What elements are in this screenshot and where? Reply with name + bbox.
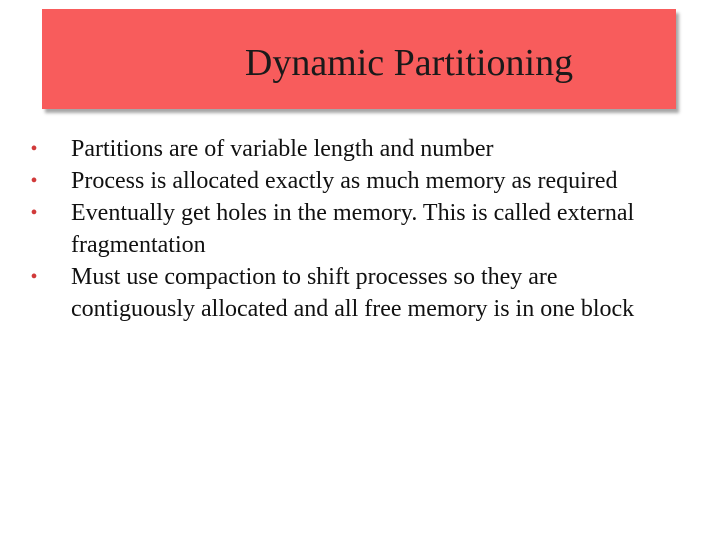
bullet-item bbox=[24, 165, 684, 197]
bullet-text: Eventually get holes in the memory. This is called external fragmentation bbox=[71, 200, 635, 258]
bullet-text: Must use compaction to shift processes so they are contiguously allocated and all free memory is in one block bbox=[71, 264, 635, 322]
title-banner bbox=[42, 9, 676, 109]
bullet-item bbox=[24, 261, 684, 325]
bullet-item bbox=[24, 133, 684, 165]
bullet-item bbox=[24, 197, 684, 261]
bullet-icon: • bbox=[30, 202, 38, 224]
bullet-icon: • bbox=[30, 170, 38, 192]
bullet-icon: • bbox=[30, 266, 38, 288]
bullet-list bbox=[24, 133, 684, 325]
bullet-icon: • bbox=[30, 138, 38, 160]
bullet-text: Partitions are of variable length and number bbox=[71, 136, 494, 162]
bullet-text: Process is allocated exactly as much memory as required bbox=[71, 168, 618, 194]
slide-title: Dynamic Partitioning bbox=[244, 42, 574, 84]
